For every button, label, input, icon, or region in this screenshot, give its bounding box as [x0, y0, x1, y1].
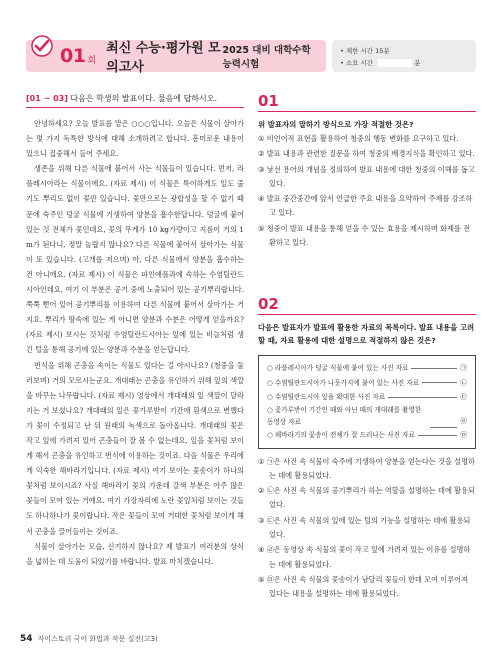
answer-option[interactable]: ④ ㉣은 동영상 속 식물의 꽃이 작고 잎에 가려져 있는 이유를 설명하는 데에 활용되었다. [258, 545, 471, 569]
answer-option[interactable]: ④ 발표 중간중간에 앞서 언급한 주요 내용을 요약하여 주제를 강조하고 있다. [258, 194, 473, 218]
answer-option[interactable]: ③ ㉢은 사진 속 식물의 잎에 있는 털의 기능을 설명하는 데에 활용되었다. [258, 515, 471, 540]
answer-option[interactable]: ② ㉡은 사진 속 식물의 공기뿌리가 하는 역할을 설명하는 데에 활용되었다. [258, 486, 476, 510]
time-used-blank[interactable] [378, 59, 412, 67]
book-title: 자이스토리 국어 화법과 작문 실전(고3) [37, 635, 158, 643]
questions-column [258, 93, 476, 602]
question-range-tag: [01 ~ 03] [26, 94, 68, 103]
answer-option[interactable]: ③ 낯선 용어의 개념을 정의하여 발표 내용에 대한 청중의 이해를 돕고 있다. [258, 164, 475, 188]
checkmark-badge-icon [30, 34, 54, 58]
test-number-suffix: 회 [87, 55, 97, 66]
test-title: 최신 수능·평가원 모의고사 [106, 41, 221, 75]
question-02 [258, 296, 476, 601]
passage-paragraph: 안녕하세요? 오늘 발표를 맡은 ○○○입니다. 오늘은 식물이 살아가는 몇 가지 독특한 방식에 대해 소개하려고 합니다. 흥미로운 내용이 있으니 집중해서 들어 주세요. [26, 119, 244, 159]
question-divider [258, 314, 476, 315]
question-number: 02 [258, 295, 279, 314]
question-01 [258, 93, 476, 250]
test-title-banner [26, 40, 326, 75]
page-footer [20, 634, 158, 644]
material-item: ○ 수염틸란드시아가 나뭇가지에 붙어 있는 사진 자료 ㉡ [267, 378, 467, 387]
answer-option[interactable]: ⑤ 청중이 발표 내용을 통해 얻을 수 있는 효용을 제시하며 화제를 전환하고 있다. [258, 223, 471, 248]
question-range-text: 다음은 학생의 발표이다. 물음에 답하시오. [67, 94, 218, 103]
question-number: 01 [258, 92, 279, 110]
speech-passage [26, 116, 244, 569]
passage-paragraph: 번식을 위해 곤충을 속이는 식물도 있다는 걸 아시나요? (청중을 둘러보며) 거의 모르시는군요. 개대래는 곤충을 유인하기 위해 잎의 색깔을 바꾸는 나무랍니다. (자료 제시) 영상에서 개대래의 잎 색깔이 달라지는 거 보셨나요? 개대래의 잎은 꽃가루받이 기간에 흰색으로 변했다가 꽃이 수정되고 난 뒤 원래의 녹색으로 돌아옵니다. 개대래의 꽃은 작고 잎에 가려져 있어 곤충들이 잘 볼 수 없는데요, 잎을 꽃처럼 보이게 해서 곤충을 유인하고 번식에 이용하는 것이죠. 다음 식물은 우리에게 익숙한 해바라기입니다. (자료 제시) 여기 보이는 꽃송이가 하나의 꽃처럼 보이시죠? 사실 해바라기 꽃의 가운데 갈색 부분은 아주 많은 꽃들이 모여 있는 거예요. 여기 가장자리에 노란 꽃잎처럼 보이는 것들도 하나하나가 꽃이랍니다. 작은 꽃들이 모여 거대한 꽃처럼 보이게 해서 곤충을 끌어들이는 것이죠. [26, 360, 244, 536]
time-unit: 분 [414, 59, 421, 67]
passage-paragraph: 식물이 살아가는 모습, 신기하지 않나요? 제 발표가 여러분의 상식을 넓히는 데 도움이 되었기를 바랍니다. 발표 마치겠습니다. [26, 541, 244, 566]
heading-divider [26, 107, 244, 108]
test-header [26, 37, 476, 75]
answer-option[interactable]: ⑤ ㉤은 사진 속 식물의 꽃송이가 남달리 꽃들이 한데 모여 이루어져 있다는 내용을 설명하는 데에 활용되었다. [258, 574, 469, 599]
material-list-box [258, 355, 476, 448]
time-limit-label: • 제한 시간 15분 [340, 47, 390, 55]
question-range-heading [26, 93, 244, 108]
question-stem: 위 발표자의 말하기 방식으로 가장 적절한 것은? [258, 120, 414, 129]
time-box [332, 40, 476, 72]
question-divider [258, 111, 476, 112]
material-item: ○ 라플레시아가 덩굴 식물에 붙어 있는 사진 자료 ㉠ [267, 364, 467, 373]
passage-paragraph: 생존을 위해 다른 식물에 붙어서 사는 식물들이 있습니다. 먼저, 라플레시아라는 식물이에요. (자료 제시) 이 식물은 특이하게도 잎도 줄기도 뿌리도 없이 꽃만 있습니다. 꽃만으로는 광합성을 할 수 없기 때문에 숙주인 덩굴 식물에 기생하여 양분을 흡수한답니다. 덩굴에 붙어 있는 것 전체가 꽃인데요, 꽃의 무게가 10 kg가량이고 지름이 거의 1 m가 된다니, 정말 놀랍지 않나요? 다른 식물에 붙어서 살아가는 식물이 또 있습니다. (고개를 저으며) 아, 다른 식물에서 양분을 흡수하는 건 아니에요. (자료 제시) 이 식물은 파인애플과에 속하는 수염틸란드시아인데요, 여기 이 부분은 공기 중에 노출되어 있는 공기뿌리랍니다. 쭉쭉 뻗어 있어 공기뿌리를 이용하여 다른 식물에 붙어서 살아가는 거지요. 뿌리가 땅속에 있는 게 아니면 양분과 수분은 어떻게 얻을까요? (자료 제시) 보시는 것처럼 수염틸란드시아는 잎에 있는 비늘처럼 생긴 털을 통해 공기에 있는 양분과 수분을 얻는답니다. [26, 164, 244, 355]
passage-column [26, 93, 244, 569]
answer-option[interactable]: ① ㉠은 사진 속 식물이 숙주에 기생하여 양분을 얻는다는 것을 설명하는 데에 활용되었다. [258, 456, 476, 480]
time-used-label: • 소요 시간 [340, 59, 374, 67]
material-item: ○ 꽃가루받이 기간인 때와 아닌 때의 개대래를 촬영한 동영상 자료 ㉣ [267, 406, 467, 427]
material-item: ○ 수염틸란드시아 잎을 확대한 사진 자료 ㉢ [267, 392, 467, 401]
exam-subtitle: 2025 대비 대학수학능력시험 [222, 45, 311, 70]
material-item: ○ 해바라기의 꽃송이 전체가 잘 드러나는 사진 자료 ㉤ [267, 431, 467, 440]
page-number: 54 [20, 634, 33, 644]
test-number: 01 [60, 45, 86, 67]
question-stem: 다음은 발표자가 발표에 활용한 자료의 목록이다. 발표 내용을 고려할 때, 자료 활용에 대한 설명으로 적절하지 않은 것은? [258, 323, 475, 346]
answer-option[interactable]: ② 발표 내용과 관련한 질문을 하여 청중의 배경지식을 확인하고 있다. [258, 149, 475, 159]
answer-option[interactable]: ① 비언어적 표현을 활용하여 청중의 행동 변화를 요구하고 있다. [258, 134, 459, 143]
